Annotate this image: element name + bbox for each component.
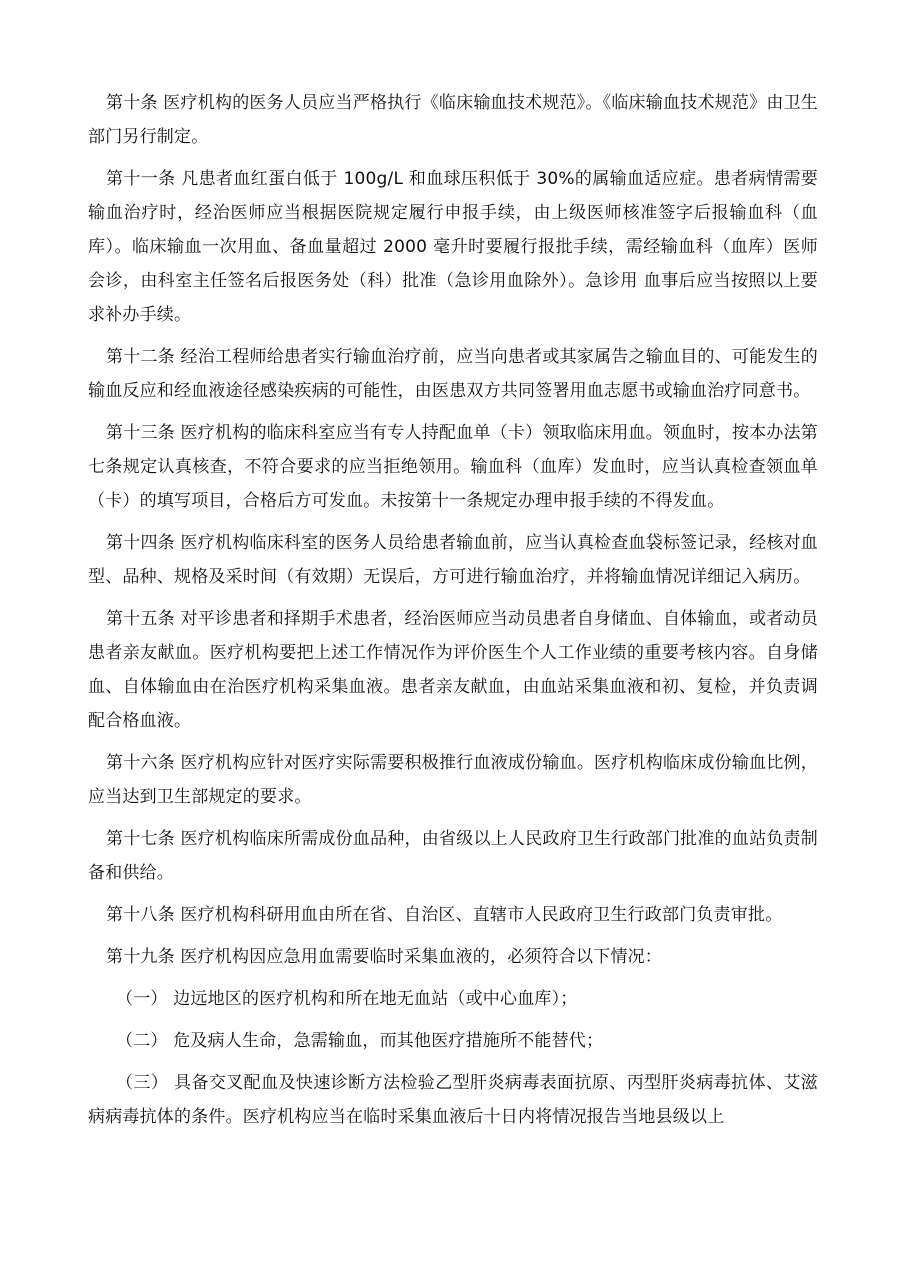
article-12: 第十二条 经治工程师给患者实行输血治疗前，应当向患者或其家属告之输血目的、可能发生的输血反应和经血液途径感染疾病的可能性，由医患双方共同签署用血志愿书或输血治疗同意书。 <box>88 347 818 401</box>
article-10: 第十条 医疗机构的医务人员应当严格执行《临床输血技术规范》。《临床输血技术规范》由卫生部门另行制定。 <box>88 93 818 147</box>
article-18: 第十八条 医疗机构科研用血由所在省、自治区、直辖市人民政府卫生行政部门负责审批。 <box>106 905 783 925</box>
article-19-item-2: （二） 危及病人生命，急需输血，而其他医疗措施所不能替代； <box>116 1031 604 1051</box>
article-15: 第十五条 对平诊患者和择期手术患者，经治医师应当动员患者自身储血、自体输血，或者动员患者亲友献血。医疗机构要把上述工作情况作为评价医生个人工作业绩的重要考核内容。自身储血、自体输血由在治医疗机构采集血液。患者亲友献血，由血站采集血液和初、复检，并负责调配合格血液。 <box>88 609 818 731</box>
article-19: 第十九条 医疗机构因应急用血需要临时采集血液的，必须符合以下情况： <box>106 947 663 967</box>
article-11: 第十一条 凡患者血红蛋白低于 100g/L 和血球压积低于 30%的属输血适应症。患者病情需要输血治疗时，经治医师应当根据医院规定履行申报手续，由上级医师核准签字后报输血科（血库）。临床输血一次用血、备血量超过 2000 毫升时要履行报批手续，需经输血科（血库）医师会诊，由科室主任签名后报医务处（科）批准（急诊用血除外）。急诊用 血事后应当按照以上要求补办手续。 <box>88 169 818 325</box>
article-17: 第十七条 医疗机构临床所需成份血品种，由省级以上人民政府卫生行政部门批准的血站负责制备和供给。 <box>88 829 818 883</box>
article-14: 第十四条 医疗机构临床科室的医务人员给患者输血前，应当认真检查血袋标签记录，经核对血型、品种、规格及采时间（有效期）无误后，方可进行输血治疗，并将输血情况详细记入病历。 <box>88 533 818 587</box>
article-19-item-1: （一） 边远地区的医疗机构和所在地无血站（或中心血库）； <box>116 989 578 1009</box>
article-19-item-3: （三） 具备交叉配血及快速诊断方法检验乙型肝炎病毒表面抗原、丙型肝炎病毒抗体、艾滋病病毒抗体的条件。医疗机构应当在临时采集血液后十日内将情况报告当地县级以上 <box>88 1073 818 1127</box>
article-13: 第十三条 医疗机构的临床科室应当有专人持配血单（卡）领取临床用血。领血时，按本办法第七条规定认真核查，不符合要求的应当拒绝领用。输血科（血库）发血时，应当认真检查领血单（卡）的填写项目，合格后方可发血。未按第十一条规定办理申报手续的不得发血。 <box>88 423 818 511</box>
article-16: 第十六条 医疗机构应针对医疗实际需要积极推行血液成份输血。医疗机构临床成份输血比例，应当达到卫生部规定的要求。 <box>88 753 818 807</box>
